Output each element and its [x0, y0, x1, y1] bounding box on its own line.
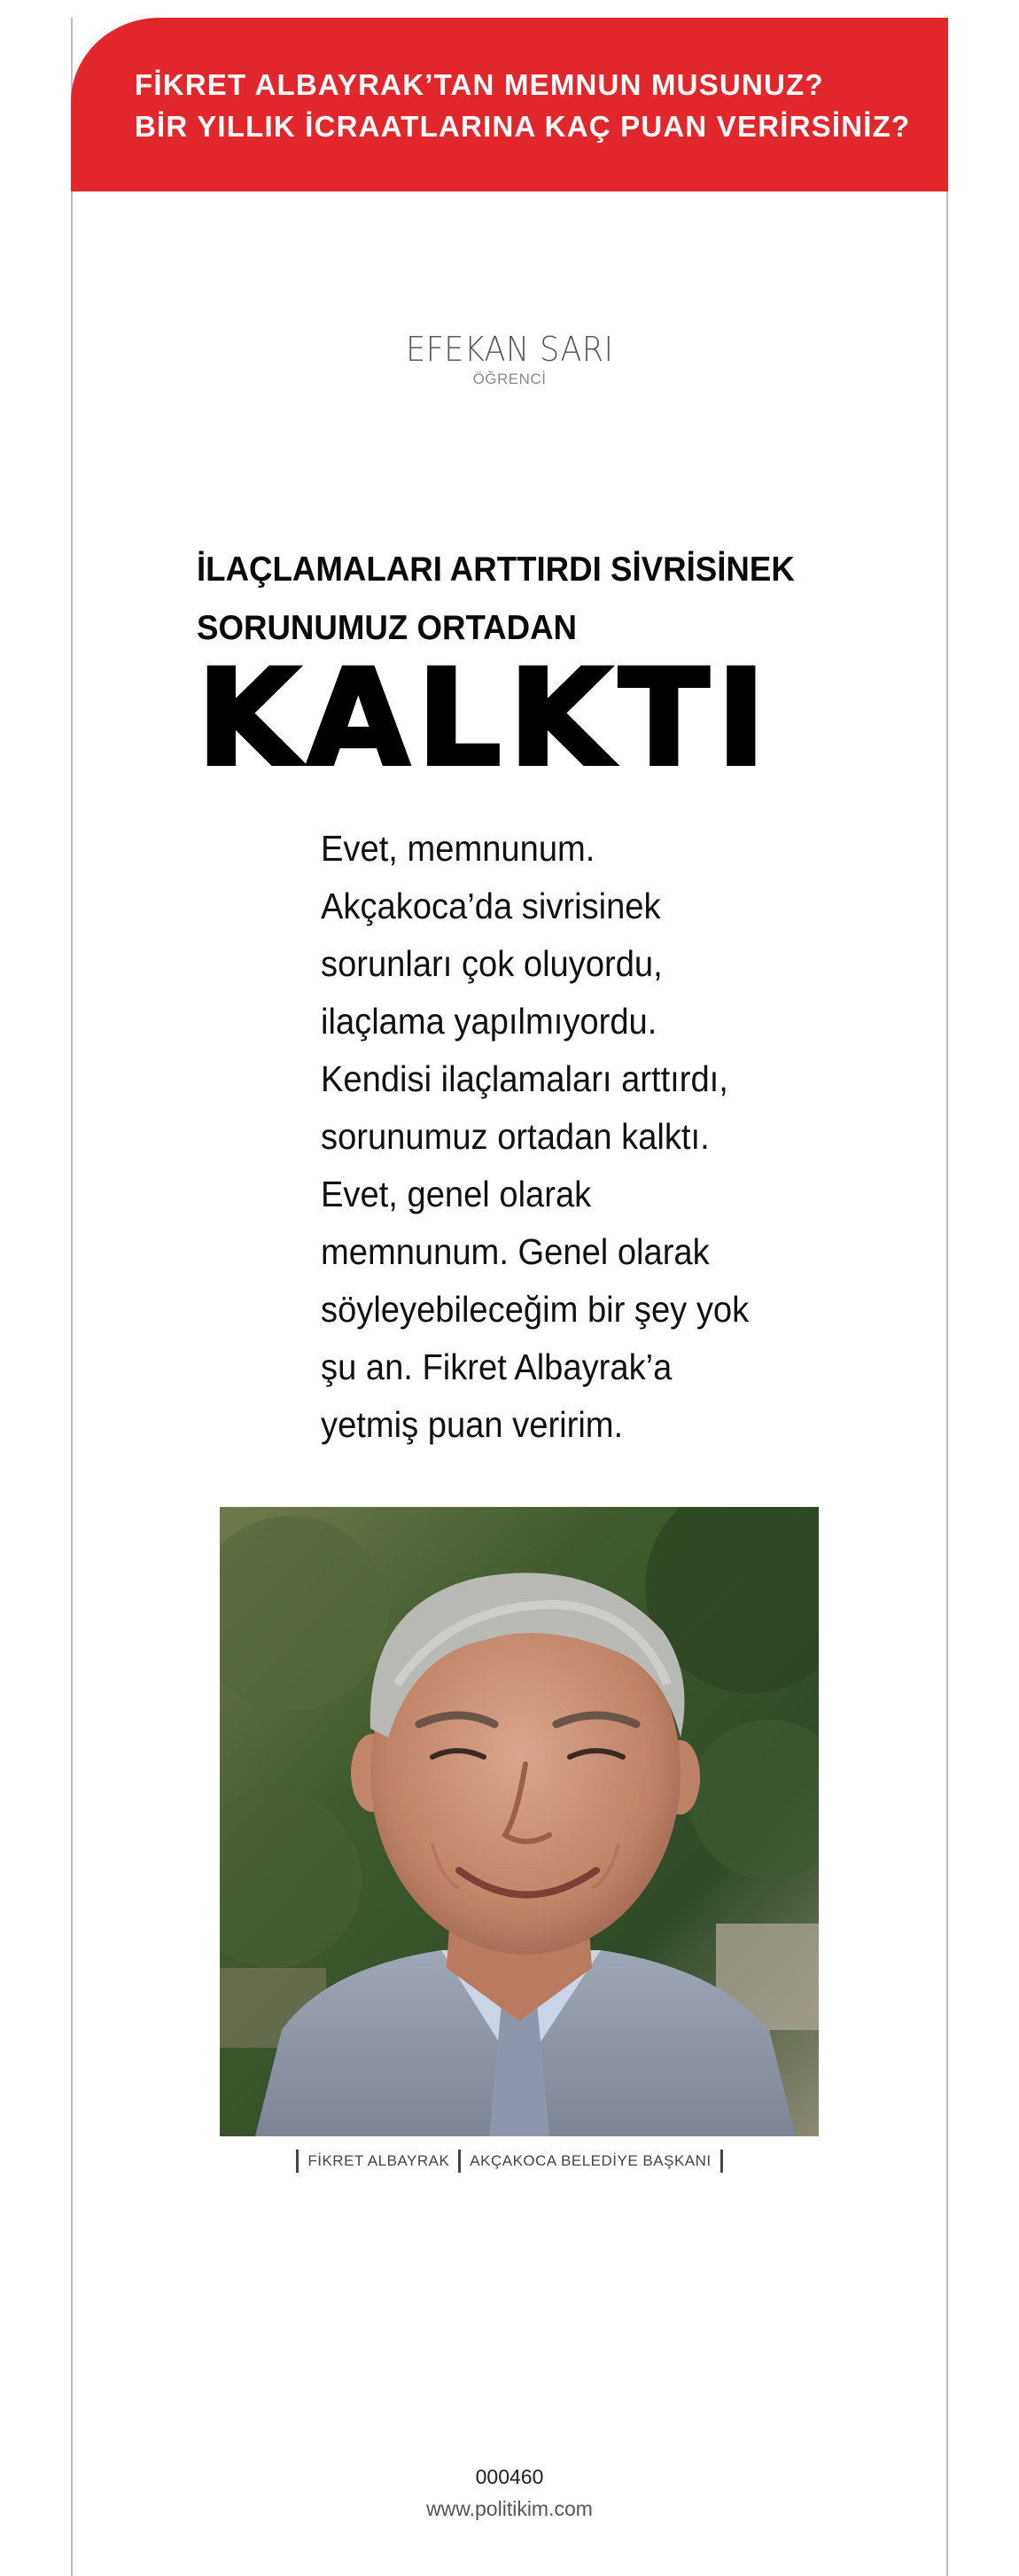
footer	[0, 2461, 1019, 2525]
caption-person-name: FİKRET ALBAYRAK	[307, 2152, 450, 2169]
question-banner	[71, 18, 948, 191]
caption-divider	[720, 2150, 723, 2173]
footer-code: 000460	[475, 2465, 544, 2488]
photo-caption	[0, 2150, 1019, 2173]
banner-question-line-1: FİKRET ALBAYRAK’TAN MEMNUN MUSUNUZ?	[135, 68, 824, 101]
portrait-illustration	[220, 1507, 819, 2136]
author-role: ÖĞRENCİ	[472, 371, 547, 387]
quote-line: şu an. Fikret Albayrak’a	[321, 1347, 673, 1387]
headline-line-1: İLAÇLAMALARI ARTTIRDI SİVRİSİNEK	[197, 550, 795, 589]
banner-question-line-2: BİR YILLIK İCRAATLARINA KAÇ PUAN VERİRSİNİZ?	[135, 110, 911, 143]
quote-line: Kendisi ilaçlamaları arttırdı,	[321, 1058, 728, 1099]
headline-big-word: KALKTI	[197, 642, 774, 796]
quote-line: Evet, memnunum.	[321, 828, 595, 869]
quote-line: yetmiş puan veririm.	[321, 1404, 624, 1445]
quote-text	[321, 820, 817, 1454]
headline	[197, 541, 833, 796]
caption-divider	[458, 2150, 461, 2173]
author-name: EFEKAN SARI	[405, 330, 614, 369]
quote-line: ilaçlama yapılmıyordu.	[321, 1001, 657, 1042]
headline-line-2: SORUNUMUZ ORTADAN	[197, 609, 578, 647]
caption-person-title: AKÇAKOCA BELEDİYE BAŞKANI	[470, 2152, 712, 2169]
quote-line: sorunumuz ortadan kalktı.	[321, 1116, 710, 1157]
quote-line: Akçakoca’da sivrisinek	[321, 886, 661, 926]
quote-line: memnunum. Genel olarak	[321, 1231, 710, 1272]
caption-divider	[296, 2150, 299, 2173]
quote-line: Evet, genel olarak	[321, 1174, 592, 1214]
quote-line: sorunları çok oluyordu,	[321, 943, 663, 984]
author-block	[0, 330, 1019, 388]
quote-line: söyleyebileceğim bir şey yok	[321, 1289, 750, 1330]
footer-url: www.politikim.com	[426, 2497, 593, 2520]
portrait-photo	[220, 1507, 819, 2136]
